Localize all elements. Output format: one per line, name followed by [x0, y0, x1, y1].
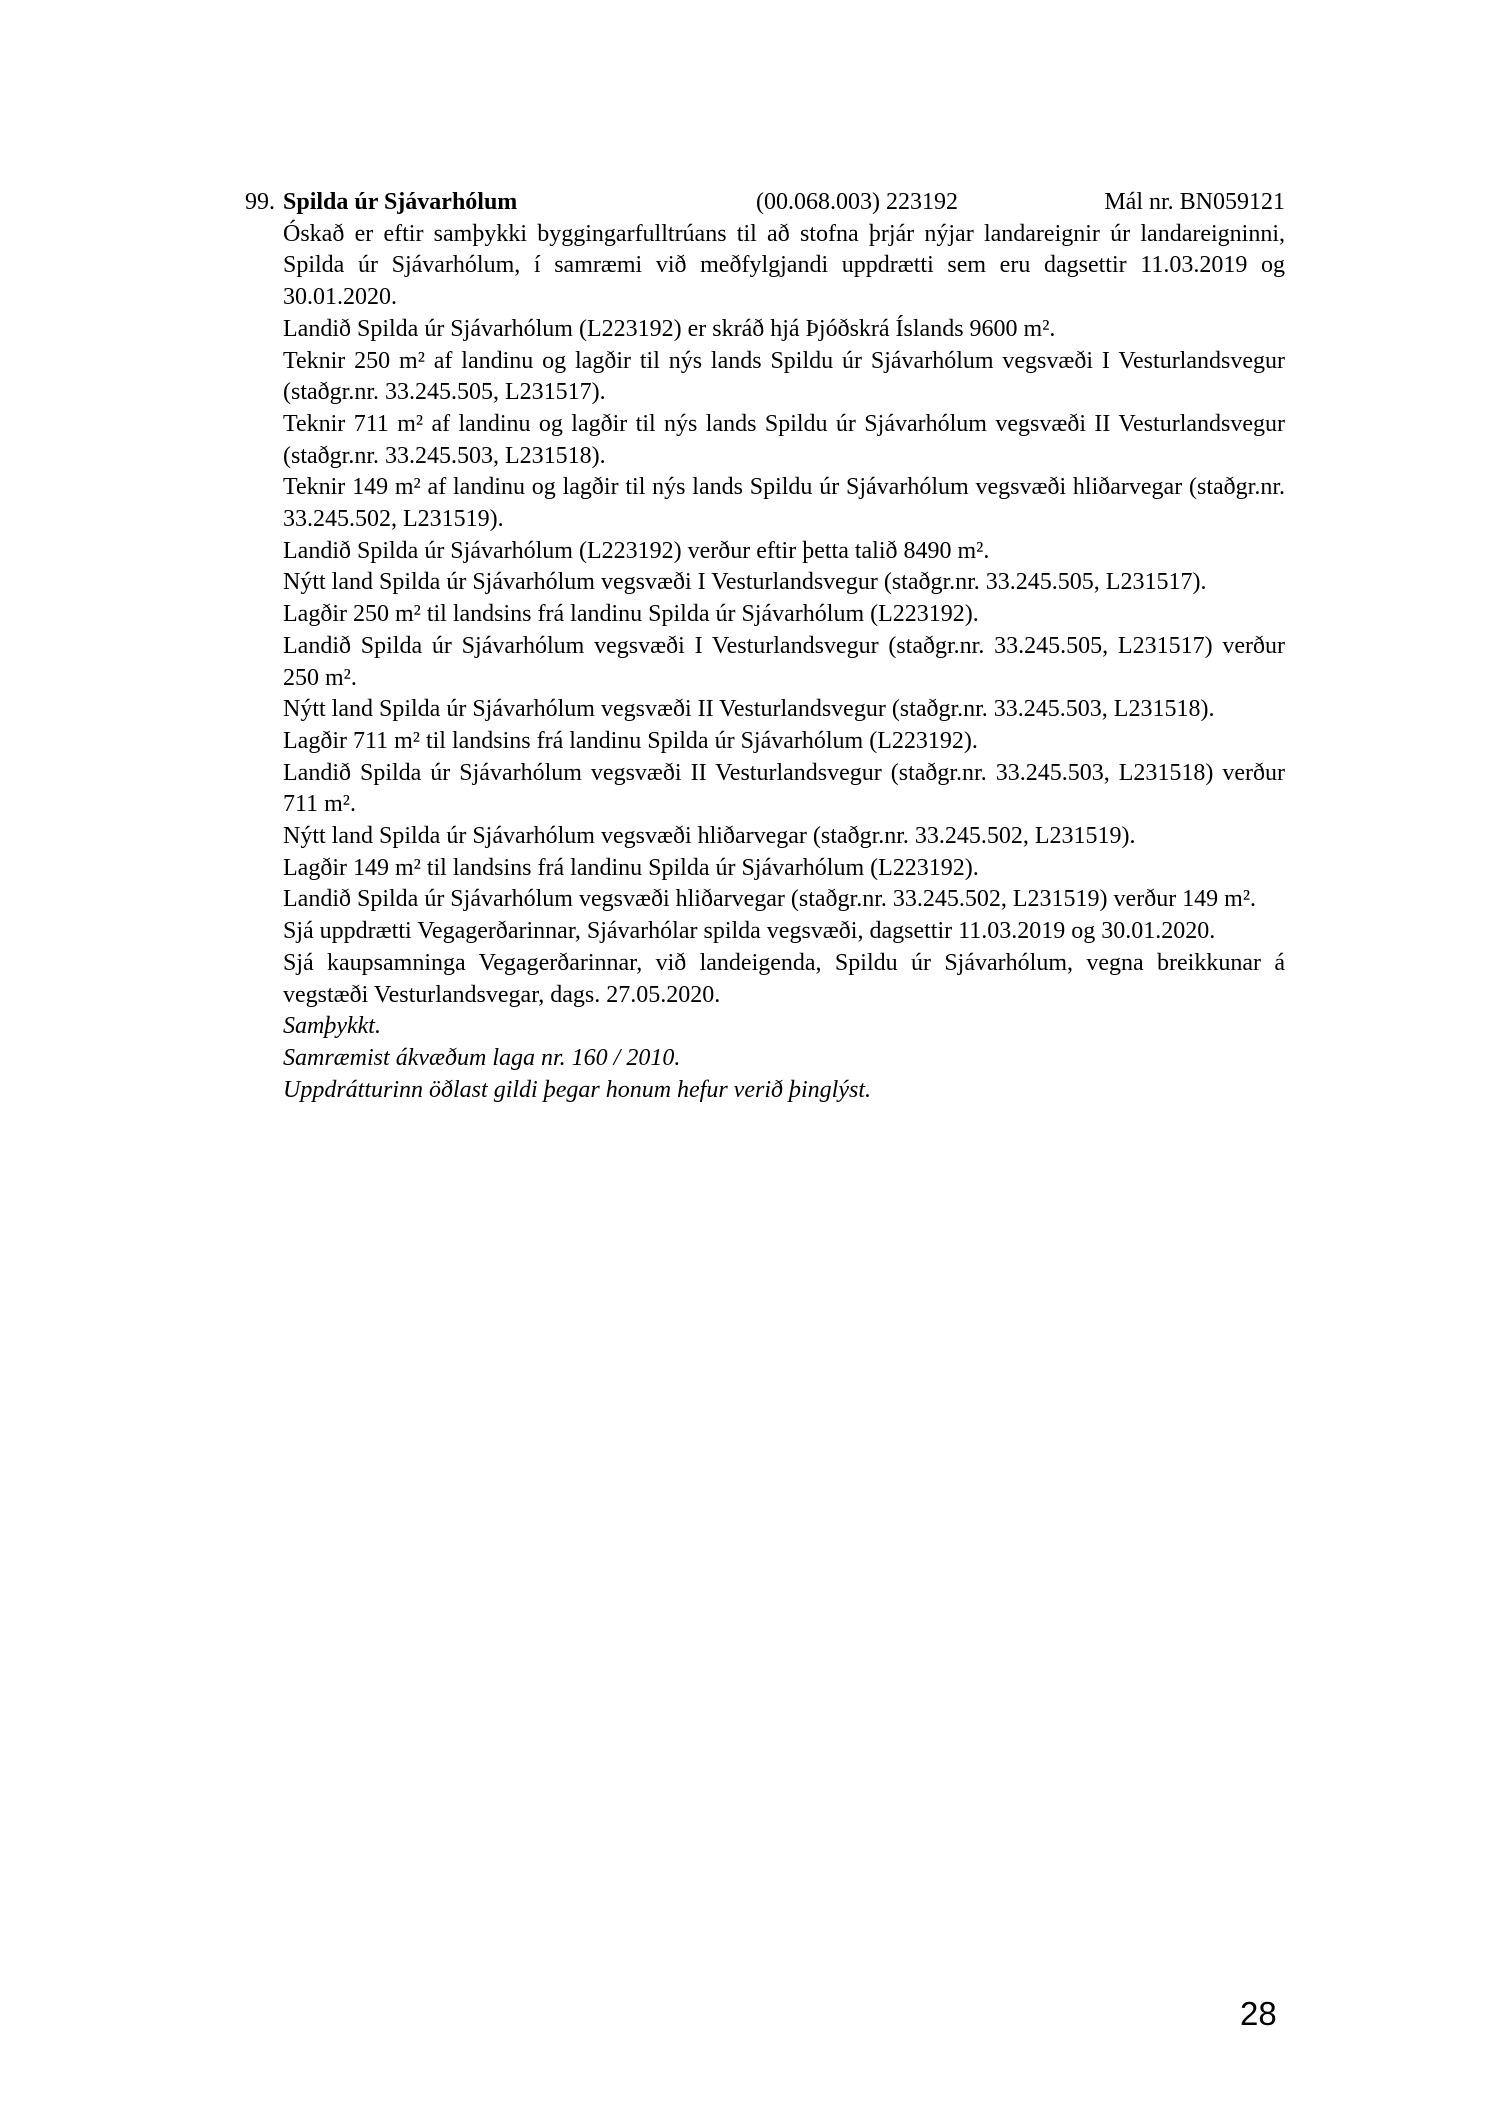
- paragraph: Sjá uppdrætti Vegagerðarinnar, Sjávarhólar spilda vegsvæði, dagsettir 11.03.2019 og 30.01.2020.: [283, 918, 1216, 945]
- item-header: [245, 187, 1285, 219]
- paragraph: Lagðir 711 m² til landsins frá landinu Spilda úr Sjávarhólum (L223192).: [283, 727, 978, 754]
- paragraph: Landið Spilda úr Sjávarhólum (L223192) verður eftir þetta talið 8490 m².: [283, 537, 990, 564]
- paragraph: Teknir 711 m² af landinu og lagðir til nýs lands Spildu úr Sjávarhólum vegsvæði II Vesturlandsvegur (staðgr.nr. 33.245.503, L231518).: [283, 410, 1285, 469]
- case-number: Mál nr. BN059121: [1104, 189, 1285, 215]
- paragraph: Lagðir 149 m² til landsins frá landinu Spilda úr Sjávarhólum (L223192).: [283, 854, 979, 881]
- paragraph: Landið Spilda úr Sjávarhólum vegsvæði I Vesturlandsvegur (staðgr.nr. 33.245.505, L231517) verður 250 m².: [283, 632, 1285, 691]
- paragraph: Lagðir 250 m² til landsins frá landinu Spilda úr Sjávarhólum (L223192).: [283, 601, 979, 628]
- paragraph: Óskað er eftir samþykki byggingarfulltrúans til að stofna þrjár nýjar landareignir úr landareigninni, Spilda úr Sjávarhólum, í samræmi við meðfylgjandi uppdrætti sem eru dagsettir 11.03.2019 og 30.01.2020.: [283, 220, 1285, 311]
- paragraph: Teknir 149 m² af landinu og lagðir til nýs lands Spildu úr Sjávarhólum vegsvæði hliðarvegar (staðgr.nr. 33.245.502, L231519).: [283, 474, 1285, 533]
- paragraph: Nýtt land Spilda úr Sjávarhólum vegsvæði II Vesturlandsvegur (staðgr.nr. 33.245.503, L231518).: [283, 696, 1215, 723]
- item-title: Spilda úr Sjávarhólum: [283, 189, 518, 215]
- page-number: 28: [1240, 1995, 1277, 2032]
- paragraph: Uppdrátturinn öðlast gildi þegar honum hefur verið þinglýst.: [283, 1076, 871, 1103]
- paragraph: Teknir 250 m² af landinu og lagðir til nýs lands Spildu úr Sjávarhólum vegsvæði I Vesturlandsvegur (staðgr.nr. 33.245.505, L231517).: [283, 347, 1285, 406]
- paragraph: Nýtt land Spilda úr Sjávarhólum vegsvæði I Vesturlandsvegur (staðgr.nr. 33.245.505, L231517).: [283, 569, 1207, 596]
- paragraph: Nýtt land Spilda úr Sjávarhólum vegsvæði hliðarvegar (staðgr.nr. 33.245.502, L231519).: [283, 823, 1136, 850]
- item-property-code: (00.068.003) 223192: [756, 189, 958, 215]
- paragraph: Landið Spilda úr Sjávarhólum (L223192) er skráð hjá Þjóðskrá Íslands 9600 m².: [283, 315, 1056, 342]
- item-body: [283, 219, 1285, 1107]
- paragraph: Samræmist ákvæðum laga nr. 160 / 2010.: [283, 1044, 681, 1071]
- paragraph: Landið Spilda úr Sjávarhólum vegsvæði II Vesturlandsvegur (staðgr.nr. 33.245.503, L231518) verður 711 m².: [283, 759, 1285, 818]
- paragraph: Landið Spilda úr Sjávarhólum vegsvæði hliðarvegar (staðgr.nr. 33.245.502, L231519) verður 149 m².: [283, 886, 1257, 913]
- paragraph: Samþykkt.: [283, 1013, 381, 1040]
- paragraph: Sjá kaupsamninga Vegagerðarinnar, við landeigenda, Spildu úr Sjávarhólum, vegna breikkunar á vegstæði Vesturlandsvegar, dags. 27.05.2020.: [283, 949, 1285, 1008]
- minutes-item: [245, 187, 1285, 1106]
- item-number: 99.: [245, 189, 275, 215]
